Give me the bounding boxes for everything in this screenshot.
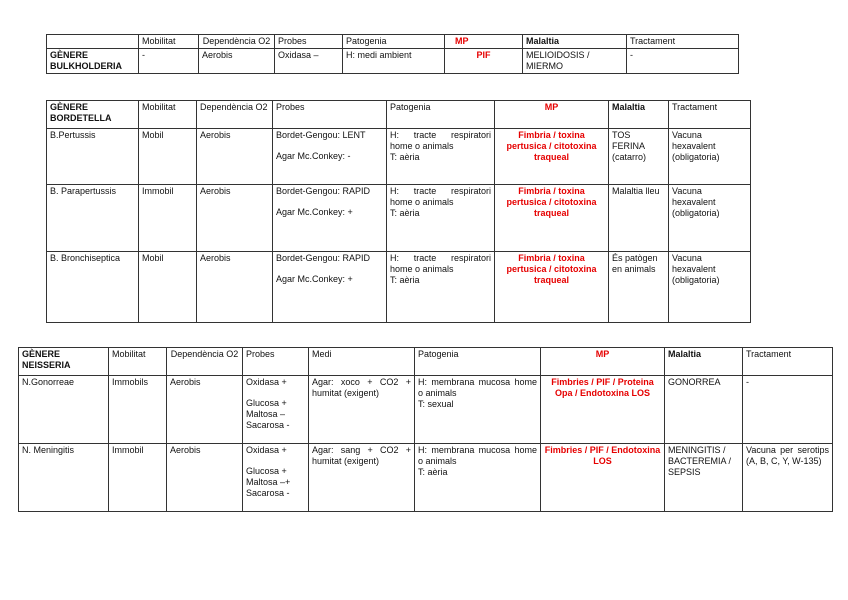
cell-especie: B. Bronchiseptica xyxy=(47,252,139,323)
table-header-row xyxy=(47,35,739,49)
probes-line: Bordet-Gengou: RAPID xyxy=(276,186,371,196)
cell-tractament: Vacuna hexavalent (obligatoria) xyxy=(669,185,751,252)
cell-dependencia: Aerobis xyxy=(197,252,273,323)
header-patogenia: Patogenia xyxy=(415,348,541,376)
cell-malaltia: GONORREA xyxy=(665,376,743,444)
cell-mobilitat: Immobils xyxy=(109,376,167,444)
cell-probes xyxy=(243,376,309,444)
cell-probes xyxy=(273,129,387,185)
table-row xyxy=(47,185,751,252)
header-probes: Probes xyxy=(275,35,343,49)
cell-probes xyxy=(273,185,387,252)
patogenia-line: T: sexual xyxy=(418,399,454,409)
cell-especie: N. Meningitis xyxy=(19,444,109,512)
bulkholderia-table xyxy=(46,34,739,74)
table-header-row xyxy=(19,348,833,376)
cell-especie: B. Parapertussis xyxy=(47,185,139,252)
bordetella-table xyxy=(46,100,751,323)
cell-tractament: - xyxy=(627,49,739,74)
probes-line: Glucosa + xyxy=(246,398,287,408)
cell-medi: Agar: sang + CO2 + humitat (exigent) xyxy=(309,444,415,512)
header-tractament: Tractament xyxy=(743,348,833,376)
patogenia-line: H: membrana mucosa home o animals xyxy=(418,377,540,398)
header-patogenia: Patogenia xyxy=(343,35,445,49)
header-mobilitat: Mobilitat xyxy=(139,35,199,49)
cell-dependencia: Aerobis xyxy=(197,185,273,252)
probes-line: Agar Mc.Conkey: + xyxy=(276,274,353,284)
header-cell-blank xyxy=(47,35,139,49)
genus-label: GÈNERE BORDETELLA xyxy=(47,101,139,129)
cell-malaltia: MENINGITIS / BACTEREMIA / SEPSIS xyxy=(665,444,743,512)
patogenia-line: T: aèria xyxy=(390,275,420,285)
cell-mobilitat: Mobil xyxy=(139,252,197,323)
table-row xyxy=(47,252,751,323)
header-mobilitat: Mobilitat xyxy=(139,101,197,129)
header-dependencia: Dependència O2 xyxy=(199,35,275,49)
patogenia-line: T: aèria xyxy=(390,152,420,162)
probes-line: Glucosa + xyxy=(246,466,287,476)
table-row xyxy=(47,129,751,185)
header-tractament: Tractament xyxy=(627,35,739,49)
cell-dependencia: Aerobis xyxy=(167,444,243,512)
cell-mp: Fimbria / toxina pertusica / citotoxina traqueal xyxy=(495,252,609,323)
probes-line: Sacarosa - xyxy=(246,420,290,430)
cell-tractament: - xyxy=(743,376,833,444)
cell-tractament: Vacuna hexavalent (obligatoria) xyxy=(669,129,751,185)
probes-line: Oxidasa + xyxy=(246,445,287,455)
header-mp: MP xyxy=(495,101,609,129)
cell-tractament: Vacuna per serotips (A, B, C, Y, W-135) xyxy=(743,444,833,512)
header-probes: Probes xyxy=(273,101,387,129)
probes-line: Agar Mc.Conkey: + xyxy=(276,207,353,217)
cell-patogenia: H: medi ambient xyxy=(343,49,445,74)
probes-line: Agar Mc.Conkey: - xyxy=(276,151,351,161)
probes-line: Bordet-Gengou: LENT xyxy=(276,130,366,140)
cell-malaltia: MELIOIDOSIS / MIERMO xyxy=(523,49,627,74)
cell-medi: Agar: xoco + CO2 + humitat (exigent) xyxy=(309,376,415,444)
patogenia-line: H: tracte respiratori home o animals xyxy=(390,186,494,207)
table-row xyxy=(19,376,833,444)
cell-patogenia xyxy=(415,444,541,512)
patogenia-line: T: aèria xyxy=(418,467,448,477)
header-probes: Probes xyxy=(243,348,309,376)
genus-label: GÈNERE BULKHOLDERIA xyxy=(47,49,139,74)
header-patogenia: Patogenia xyxy=(387,101,495,129)
cell-tractament: Vacuna hexavalent (obligatoria) xyxy=(669,252,751,323)
header-tractament: Tractament xyxy=(669,101,751,129)
cell-malaltia: TOS FERINA (catarro) xyxy=(609,129,669,185)
table-header-row xyxy=(47,101,751,129)
cell-mp: Fimbria / toxina pertusica / citotoxina traqueal xyxy=(495,185,609,252)
header-malaltia: Malaltia xyxy=(609,101,669,129)
probes-line: Maltosa – xyxy=(246,409,286,419)
cell-malaltia: És patògen en animals xyxy=(609,252,669,323)
probes-line: Maltosa –+ xyxy=(246,477,291,487)
cell-dependencia: Aerobis xyxy=(197,129,273,185)
patogenia-line: T: aèria xyxy=(390,208,420,218)
cell-mobilitat: - xyxy=(139,49,199,74)
header-mobilitat: Mobilitat xyxy=(109,348,167,376)
cell-mp: PIF xyxy=(445,49,523,74)
cell-dependencia: Aerobis xyxy=(199,49,275,74)
cell-malaltia: Malaltia lleu xyxy=(609,185,669,252)
neisseria-table xyxy=(18,347,833,512)
header-mp: MP xyxy=(445,35,523,49)
header-mp: MP xyxy=(541,348,665,376)
cell-mp: Fimbria / toxina pertusica / citotoxina traqueal xyxy=(495,129,609,185)
cell-probes: Oxidasa – xyxy=(275,49,343,74)
probes-line: Sacarosa - xyxy=(246,488,290,498)
table-row xyxy=(47,49,739,74)
cell-mp: Fimbries / PIF / Proteina Opa / Endotoxina LOS xyxy=(541,376,665,444)
genus-label: GÈNERE NEISSERIA xyxy=(19,348,109,376)
probes-line: Bordet-Gengou: RAPID xyxy=(276,253,371,263)
table-row xyxy=(19,444,833,512)
header-malaltia: Malaltia xyxy=(523,35,627,49)
header-dependencia: Dependència O2 xyxy=(197,101,273,129)
cell-mp: Fimbries / PIF / Endotoxina LOS xyxy=(541,444,665,512)
header-dependencia: Dependència O2 xyxy=(167,348,243,376)
cell-dependencia: Aerobis xyxy=(167,376,243,444)
probes-line: Oxidasa + xyxy=(246,377,287,387)
cell-mobilitat: Immobil xyxy=(139,185,197,252)
cell-probes xyxy=(273,252,387,323)
header-medi: Medi xyxy=(309,348,415,376)
cell-patogenia xyxy=(387,185,495,252)
patogenia-line: H: tracte respiratori home o animals xyxy=(390,253,494,274)
cell-patogenia xyxy=(387,252,495,323)
cell-patogenia xyxy=(415,376,541,444)
cell-mobilitat: Immobil xyxy=(109,444,167,512)
cell-especie: B.Pertussis xyxy=(47,129,139,185)
cell-especie: N.Gonorreae xyxy=(19,376,109,444)
patogenia-line: H: tracte respiratori home o animals xyxy=(390,130,494,151)
patogenia-line: H: membrana mucosa home o animals xyxy=(418,445,540,466)
header-malaltia: Malaltia xyxy=(665,348,743,376)
cell-mobilitat: Mobil xyxy=(139,129,197,185)
cell-probes xyxy=(243,444,309,512)
cell-patogenia xyxy=(387,129,495,185)
